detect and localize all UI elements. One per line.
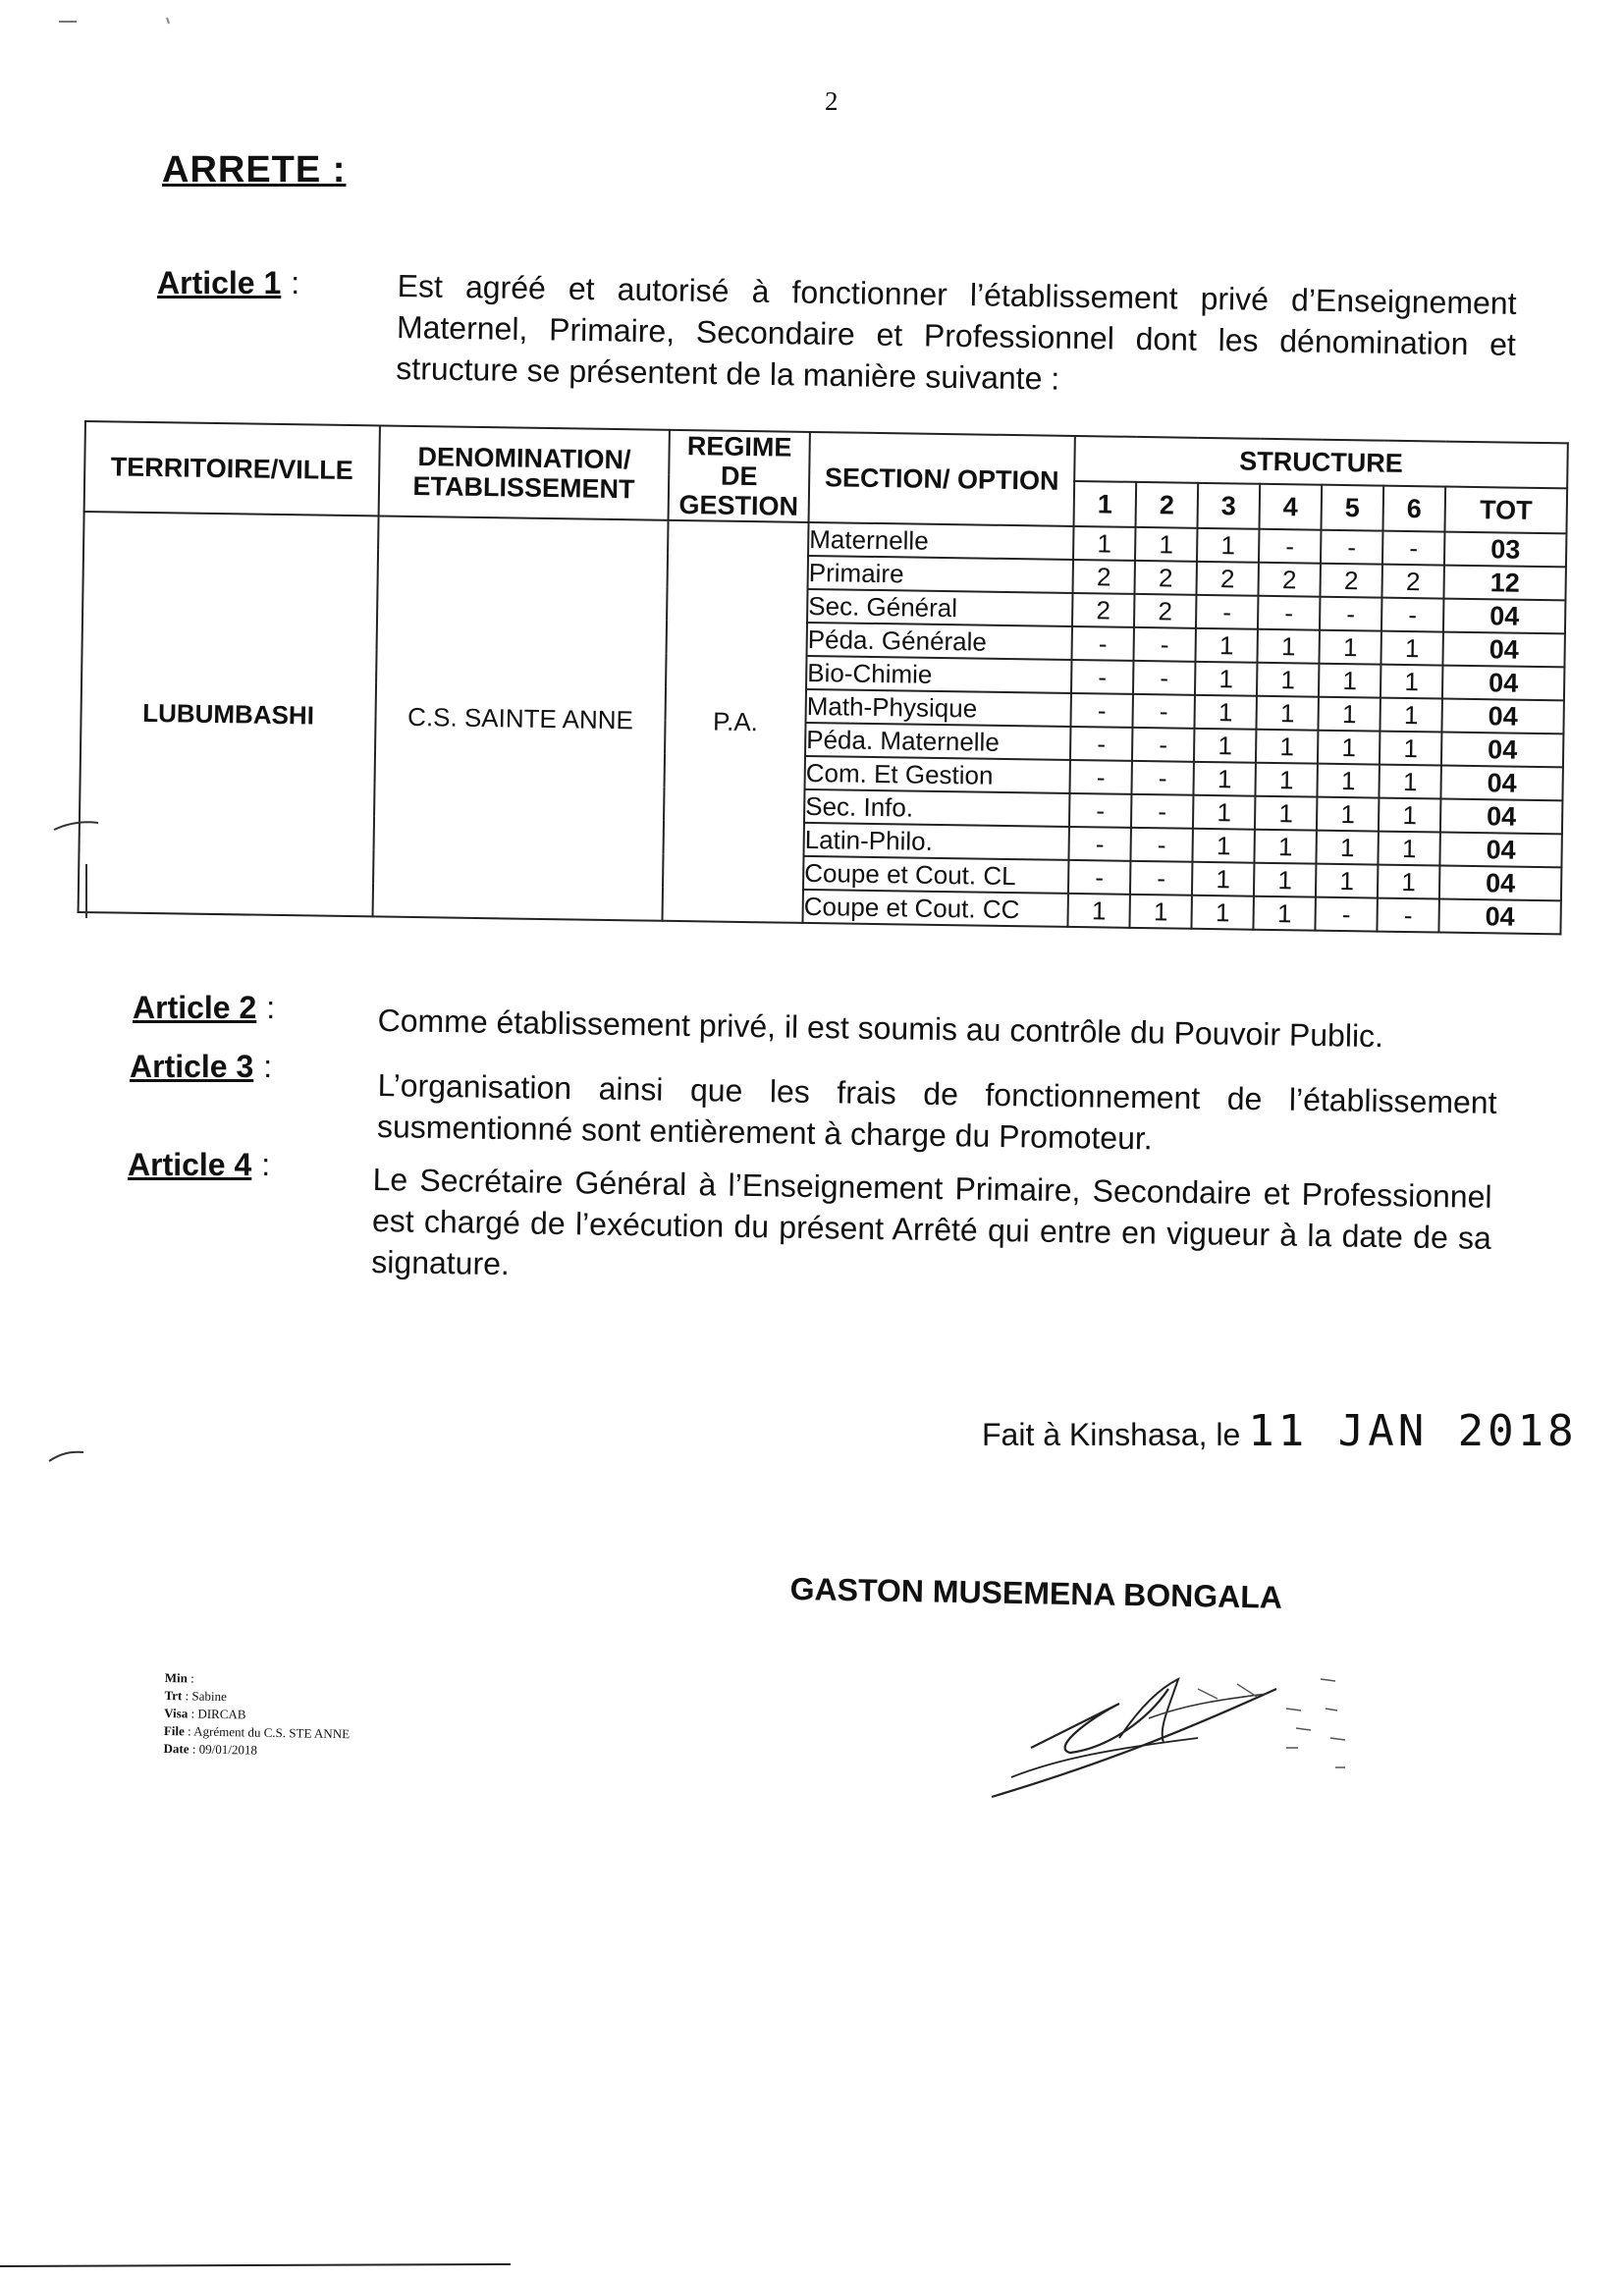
cell-section: Math-Physique	[806, 689, 1071, 727]
cell-year-2: -	[1132, 728, 1194, 762]
article-4-text: Le Secrétaire Général à l’Enseignement Primaire, Secondaire et Professionnel est chargé de l’exécution du présent Arrêté qui entre en vigueur à la date de sa signature.	[371, 1161, 1492, 1282]
cell-year-1: -	[1069, 793, 1131, 828]
cell-year-2: -	[1130, 861, 1192, 896]
cell-year-6: 1	[1378, 832, 1439, 866]
cell-total: 04	[1441, 733, 1564, 768]
cell-total: 04	[1439, 866, 1562, 901]
cell-year-3: 1	[1195, 662, 1257, 696]
cell-year-5: 2	[1320, 564, 1381, 598]
cell-section: Latin-Philo.	[803, 823, 1068, 860]
cell-year-3: 1	[1192, 829, 1254, 863]
cell-year-2: -	[1131, 761, 1193, 795]
cell-year-4: 1	[1257, 663, 1319, 697]
article-1-text: Est agréé et autorisé à fonctionner l’établissement privé d’Enseignement Maternel, Primaire, Secondaire et Professionnel dont les dénomination et structure se présentent de la manière suivante :	[396, 267, 1517, 397]
cell-year-1: 1	[1067, 894, 1129, 928]
cell-year-3: 1	[1194, 695, 1256, 730]
header-tot: TOT	[1444, 487, 1567, 534]
cell-year-1: -	[1070, 693, 1132, 728]
cell-total: 04	[1439, 833, 1562, 868]
cell-section: Péda. Générale	[807, 623, 1072, 660]
cell-year-3: 1	[1192, 862, 1254, 896]
cell-year-4: 1	[1255, 763, 1317, 797]
cell-year-2: 2	[1134, 561, 1196, 595]
cell-year-3: 1	[1195, 628, 1257, 663]
cell-year-2: -	[1132, 694, 1194, 729]
cell-section: Coupe et Cout. CL	[803, 856, 1068, 894]
cell-year-3: 2	[1196, 562, 1258, 596]
cell-year-5: -	[1315, 897, 1377, 932]
header-year-5: 5	[1321, 485, 1383, 531]
cell-total: 03	[1444, 532, 1567, 568]
cell-year-1: -	[1068, 860, 1130, 895]
cell-section: Sec. Info.	[804, 789, 1069, 827]
header-territoire: TERRITOIRE/VILLE	[84, 421, 380, 516]
signer-name: GASTON MUSEMENA BONGALA	[789, 1571, 1283, 1615]
cell-section: Péda. Maternelle	[805, 723, 1070, 760]
cell-year-6: 1	[1378, 865, 1439, 899]
cell-total: 12	[1443, 566, 1566, 601]
cell-year-5: 1	[1318, 731, 1380, 765]
cell-year-2: -	[1131, 794, 1193, 829]
cell-year-6: -	[1382, 531, 1444, 566]
cell-year-1: 2	[1072, 593, 1134, 627]
cell-regime: P.A.	[663, 520, 809, 923]
cell-year-3: 1	[1194, 729, 1256, 763]
meta-line: File : Agrément du C.S. STE ANNE	[163, 1722, 351, 1742]
cell-section: Coupe et Cout. CC	[802, 890, 1067, 927]
article-label-text: Article 2	[133, 990, 257, 1025]
cell-year-2: -	[1130, 828, 1192, 862]
cell-section: Bio-Chimie	[806, 656, 1071, 693]
cell-territoire: LUBUMBASHI	[79, 512, 379, 916]
cell-total: 04	[1442, 632, 1565, 668]
article-1-label: Article 1 :	[157, 265, 300, 300]
cell-total: 04	[1441, 699, 1564, 734]
cell-year-1: -	[1071, 660, 1133, 694]
cell-year-3: -	[1196, 595, 1258, 629]
cell-year-2: 2	[1134, 594, 1196, 628]
cell-denomination: C.S. SAINTE ANNE	[373, 516, 669, 920]
meta-line: Trt : Sabine	[164, 1687, 227, 1705]
cell-year-5: 1	[1318, 697, 1380, 732]
header-structure: STRUCTURE	[1074, 436, 1568, 488]
article-3-text: L’organisation ainsi que les frais de fonctionnement de l’établissement susmentionné sont entièrement à charge du Promoteur.	[376, 1066, 1497, 1157]
cell-year-4: 1	[1255, 796, 1317, 831]
cell-year-3: 1	[1193, 762, 1255, 796]
cell-year-5: -	[1321, 530, 1382, 565]
cell-section: Maternelle	[808, 522, 1073, 560]
header-year-1: 1	[1074, 481, 1137, 527]
cell-year-6: 2	[1381, 565, 1443, 599]
cell-year-5: 1	[1317, 764, 1379, 798]
cell-year-6: 1	[1380, 698, 1441, 733]
cell-total: 04	[1442, 666, 1565, 701]
place-text: Fait à Kinshasa, le	[982, 1417, 1241, 1452]
cell-section: Primaire	[808, 556, 1073, 593]
cell-year-5: -	[1320, 597, 1381, 631]
cell-year-4: 1	[1257, 629, 1319, 664]
cell-year-5: 1	[1319, 630, 1380, 665]
cell-year-2: -	[1133, 627, 1195, 662]
cell-year-1: 2	[1073, 560, 1135, 594]
cell-year-5: 1	[1316, 831, 1378, 865]
meta-line: Date : 09/01/2018	[163, 1740, 258, 1758]
cell-year-3: 1	[1191, 896, 1253, 930]
cell-year-6: 1	[1379, 765, 1440, 799]
cell-year-2: 1	[1135, 527, 1197, 562]
cell-year-3: 1	[1193, 795, 1255, 830]
cell-year-5: 1	[1317, 797, 1379, 832]
header-denomination: DENOMINATION/ ETABLISSEMENT	[379, 425, 670, 519]
cell-year-4: -	[1259, 529, 1321, 564]
cell-year-6: 1	[1380, 631, 1442, 666]
article-2-label: Article 2 :	[133, 990, 276, 1025]
cell-year-6: -	[1377, 898, 1438, 933]
cell-year-1: -	[1070, 727, 1132, 761]
cell-year-6: 1	[1379, 798, 1440, 833]
cell-section: Com. Et Gestion	[805, 756, 1070, 793]
cell-year-5: 1	[1316, 864, 1378, 898]
cell-total: 04	[1440, 799, 1563, 835]
cell-year-4: 1	[1254, 830, 1316, 864]
cell-total: 04	[1438, 899, 1561, 935]
cell-year-6: 1	[1380, 665, 1442, 699]
cell-year-4: 1	[1256, 730, 1318, 764]
cell-year-4: 2	[1258, 563, 1320, 597]
cell-year-6: 1	[1380, 732, 1441, 766]
header-year-6: 6	[1382, 486, 1445, 532]
cell-year-4: 1	[1256, 696, 1318, 731]
header-section: SECTION/ OPTION	[809, 432, 1075, 526]
article-4-label: Article 4 :	[128, 1147, 271, 1182]
cell-total: 04	[1443, 599, 1566, 634]
cell-year-2: 1	[1129, 895, 1191, 929]
header-year-3: 3	[1197, 483, 1260, 529]
cell-year-1: -	[1068, 827, 1130, 861]
page-number: 2	[825, 86, 839, 116]
cell-year-4: -	[1258, 596, 1320, 630]
article-label-text: Article 3	[130, 1049, 254, 1084]
article-label-text: Article 4	[128, 1147, 252, 1182]
header-year-2: 2	[1136, 482, 1199, 528]
date-stamp: 11 JAN 2018	[1248, 1406, 1578, 1456]
header-year-4: 4	[1259, 484, 1322, 530]
cell-year-4: 1	[1254, 863, 1316, 897]
cell-year-4: 1	[1253, 896, 1315, 931]
cell-section: Sec. Général	[807, 589, 1072, 626]
cell-year-6: -	[1381, 598, 1443, 632]
article-2-text: Comme établissement privé, il est soumis au contrôle du Pouvoir Public.	[377, 1002, 1384, 1055]
cell-year-1: 1	[1073, 526, 1135, 561]
cell-year-5: 1	[1319, 664, 1380, 698]
cell-year-1: -	[1069, 760, 1131, 794]
meta-line: Min :	[164, 1669, 194, 1686]
article-3-label: Article 3 :	[130, 1049, 273, 1084]
page-title: ARRETE :	[162, 149, 347, 190]
cell-total: 04	[1440, 766, 1563, 801]
header-regime: REGIME DE GESTION	[669, 430, 810, 522]
cell-year-3: 1	[1197, 528, 1259, 563]
meta-line: Visa : DIRCAB	[164, 1705, 246, 1722]
cell-year-1: -	[1071, 626, 1133, 661]
cell-year-2: -	[1133, 661, 1195, 695]
article-label-text: Article 1	[157, 265, 282, 300]
